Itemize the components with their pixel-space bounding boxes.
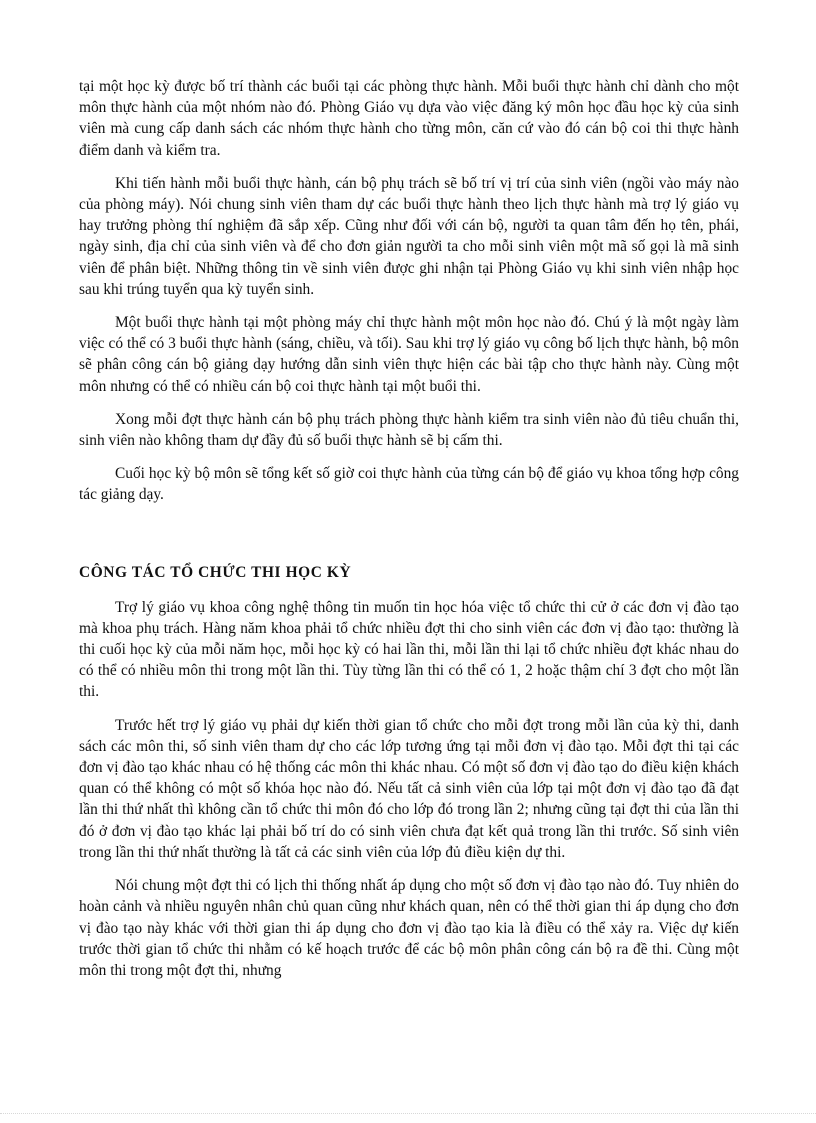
document-page [79,76,739,993]
paragraph-exam-organization: Trợ lý giáo vụ khoa công nghệ thông tin muốn tin học hóa việc tổ chức thi cử ở các đơn vị đào tạo mà khoa phụ trách. Hàng năm khoa phải tổ chức nhiều đợt thi cho sinh viên các đơn vị đào tạo: thường là thi cuối học kỳ của mỗi năm học, mỗi học kỳ có hai lần thi, mỗi lần thi lại tổ chức nhiều đợt khác nhau do có thể có nhiều môn thi trong một lần thi. Tùy từng lần thi có thể có 1, 2 hoặc thậm chí 3 đợt cho một lần thi. [79,598,739,701]
paragraph-practice-sessions: tại một học kỳ được bố trí thành các buổi tại các phòng thực hành. Mỗi buổi thực hành chỉ dành cho một môn thực hành của một nhóm nào đó. Phòng Giáo vụ dựa vào việc đăng ký môn học đầu học kỳ của sinh viên mà cung cấp danh sách các nhóm thực hành cho từng môn, căn cứ vào đó cán bộ coi thi thực hành điểm danh và kiểm tra. [79,78,739,159]
paragraph-exam-schedule: Nói chung một đợt thi có lịch thi thống nhất áp dụng cho một số đơn vị đào tạo nào đó. Tuy nhiên do hoàn cảnh và nhiều nguyên nhân chủ quan cũng như khách quan, nên có thể thời gian thi áp dụng cho đơn vị đào tạo này khác với thời gian thi áp dụng cho đơn vị đào tạo kia là điều có thể xảy ra. Việc dự kiến trước thời gian tổ chức thi nhằm có kế hoạch trước để các bộ môn phân công cán bộ ra đề thi. Cùng một môn thi trong một đợt thi, nhưng [79,877,739,979]
page-bottom-divider [0,1113,816,1114]
section-heading: CÔNG TÁC TỔ CHỨC THI HỌC KỲ [79,563,352,581]
paragraph-student-seating: Khi tiến hành mỗi buổi thực hành, cán bộ phụ trách sẽ bố trí vị trí của sinh viên (ngồi vào máy nào của phòng máy). Nói chung sinh viên tham dự các buổi thực hành theo lịch thực hành mà trợ lý giáo vụ hay trưởng phòng thí nghiệm đã sắp xếp. Cũng như đối với cán bộ, người ta quan tâm đến họ tên, phái, ngày sinh, địa chỉ của sinh viên và để cho đơn giản người ta cho mỗi sinh viên một mã số gọi là mã sinh viên để phân biệt. Những thông tin về sinh viên được ghi nhận tại Phòng Giáo vụ khi sinh viên nhập học sau khi trúng tuyển qua kỳ tuyển sinh. [79,174,739,298]
paragraph-semester-summary: Cuối học kỳ bộ môn sẽ tổng kết số giờ coi thực hành của từng cán bộ để giáo vụ khoa tổng hợp công tác giảng dạy. [79,465,739,504]
paragraph-exam-eligibility: Xong mỗi đợt thực hành cán bộ phụ trách phòng thực hành kiểm tra sinh viên nào đủ tiêu chuẩn thi, sinh viên nào không tham dự đầy đủ số buổi thực hành sẽ bị cấm thi. [79,410,739,450]
paragraph-practice-schedule: Một buổi thực hành tại một phòng máy chỉ thực hành một môn học nào đó. Chú ý là một ngày làm việc có thể có 3 buổi thực hành (sáng, chiều, và tối). Sau khi trợ lý giáo vụ công bố lịch thực hành, bộ môn sẽ phân công cán bộ giảng dạy hướng dẫn sinh viên thực hiện các bài tập cho thực hành này. Cùng một môn nhưng có thể có nhiều cán bộ coi thực hành tại một buổi thi. [79,314,739,395]
paragraph-exam-planning: Trước hết trợ lý giáo vụ phải dự kiến thời gian tổ chức cho mỗi đợt trong mỗi lần của kỳ thi, danh sách các môn thi, số sinh viên tham dự cho các lớp tương ứng tại mỗi đơn vị đào tạo. Mỗi đợt thi tại các đơn vị đào tạo khác nhau có hệ thống các môn thi khác nhau. Có một số đơn vị đào tạo do điều kiện khách quan có thể không có một số khóa học nào đó. Nếu tất cả sinh viên của lớp tại một đơn vị đào tạo đã đạt lần thi thứ nhất thì không cần tổ chức thi môn đó cho lớp đó trong lần 2; nhưng cũng tại đợt thi của lần thi đó ở đơn vị đào tạo khác lại phải bố trí do có sinh viên chưa đạt kết quả trong lần thi trước. Số sinh viên trong lần thi thứ nhất thường là tất cả các sinh viên của lớp đủ điều kiện dự thi. [79,716,739,861]
